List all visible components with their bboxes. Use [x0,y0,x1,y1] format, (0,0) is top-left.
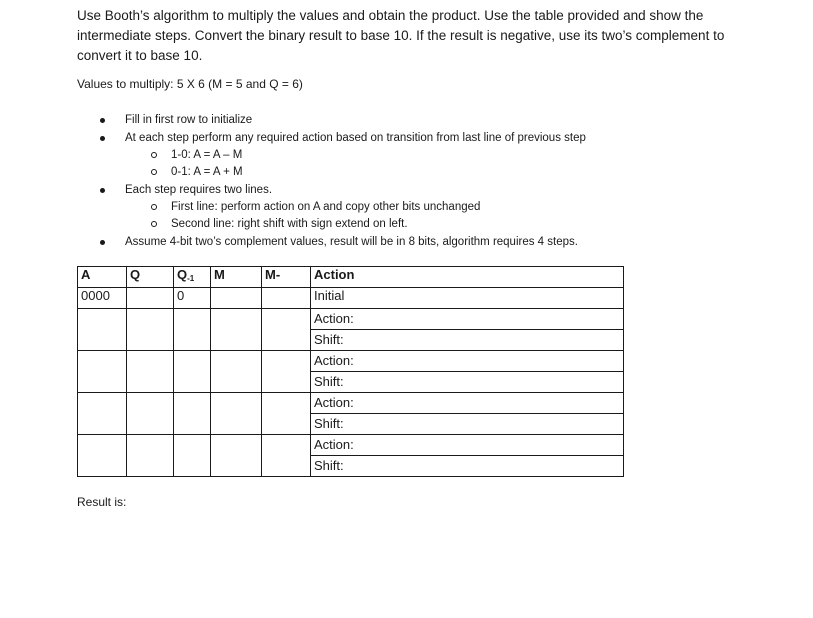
shift-label: Shift: [311,413,623,434]
table-row-initial [78,288,624,309]
bullet-item [100,234,578,250]
bullet-icon [100,188,105,193]
values-to-multiply: Values to multiply: 5 X 6 (M = 5 and Q = 6) [77,77,303,91]
cell-a[interactable] [78,435,127,477]
circle-bullet-icon [151,169,157,175]
cell-q-minus-1[interactable] [174,435,211,477]
cell-q-minus-1[interactable]: 0 [174,288,211,309]
cell-a[interactable] [78,309,127,351]
sub-bullet-text: Second line: right shift with sign extend on left. [171,218,408,230]
cell-q-minus-1[interactable] [174,351,211,393]
cell-q-minus-1[interactable] [174,393,211,435]
bullet-item [100,182,272,198]
cell-action: Initial [311,288,624,309]
cell-a[interactable] [78,393,127,435]
cell-action [311,309,624,351]
cell-q[interactable] [127,288,174,309]
cell-m[interactable] [211,309,262,351]
bullet-text: Each step requires two lines. [125,184,273,196]
cell-m[interactable] [211,435,262,477]
header-a: A [78,267,127,288]
cell-a[interactable] [78,351,127,393]
header-q1-base: Q [177,267,188,282]
bullet-text: Fill in first row to initialize [125,114,253,126]
cell-q[interactable] [127,351,174,393]
cell-m-minus[interactable] [262,435,311,477]
booth-table [77,266,624,477]
cell-action [311,393,624,435]
bullet-item [100,130,586,146]
table-header-row [78,267,624,288]
bullet-icon [100,118,105,123]
cell-m-minus[interactable] [262,288,311,309]
bullet-item [100,112,252,128]
cell-a[interactable]: 0000 [78,288,127,309]
bullet-icon [100,136,105,141]
table-row-step [78,393,624,435]
bullet-text: Assume 4-bit two’s complement values, result will be in 8 bits, algorithm requires 4 steps. [125,236,578,248]
cell-m-minus[interactable] [262,309,311,351]
header-m-minus: M- [262,267,311,288]
cell-m-minus[interactable] [262,351,311,393]
sub-bullet-item [151,147,242,163]
cell-m[interactable] [211,288,262,309]
sub-bullet-item [151,216,408,232]
circle-bullet-icon [151,221,157,227]
cell-m[interactable] [211,351,262,393]
bullet-icon [100,240,105,245]
cell-q[interactable] [127,393,174,435]
cell-q-minus-1[interactable] [174,309,211,351]
header-q: Q [127,267,174,288]
instructions-paragraph: Use Booth’s algorithm to multiply the values and obtain the product. Use the table provided and show the intermediate steps. Convert the binary result to base 10. If the result is negative, use its two’s complement to convert it to base 10. [77,8,725,63]
cell-action [311,351,624,393]
action-label: Action: [314,311,354,326]
header-q1-subscript: -1 [187,274,195,283]
shift-label: Shift: [311,371,623,392]
circle-bullet-icon [151,152,157,158]
header-m: M [211,267,262,288]
table-row-step [78,351,624,393]
action-label: Action: [314,437,354,452]
shift-label: Shift: [311,455,623,476]
circle-bullet-icon [151,204,157,210]
sub-bullet-text: First line: perform action on A and copy other bits unchanged [171,201,481,213]
header-q-minus-1 [174,267,211,288]
shift-label: Shift: [311,329,623,350]
cell-action [311,435,624,477]
cell-m[interactable] [211,393,262,435]
sub-bullet-item [151,199,480,215]
sub-bullet-text: 1-0: A = A – M [171,149,243,161]
action-label: Action: [314,353,354,368]
cell-m-minus[interactable] [262,393,311,435]
table-row-step [78,309,624,351]
bullet-text: At each step perform any required action based on transition from last line of previous step [125,132,586,144]
result-label: Result is: [77,495,127,509]
action-label: Action: [314,395,354,410]
sub-bullet-item [151,164,243,180]
sub-bullet-text: 0-1: A = A + M [171,166,243,178]
header-action: Action [311,267,624,288]
cell-q[interactable] [127,435,174,477]
cell-q[interactable] [127,309,174,351]
table-row-step [78,435,624,477]
